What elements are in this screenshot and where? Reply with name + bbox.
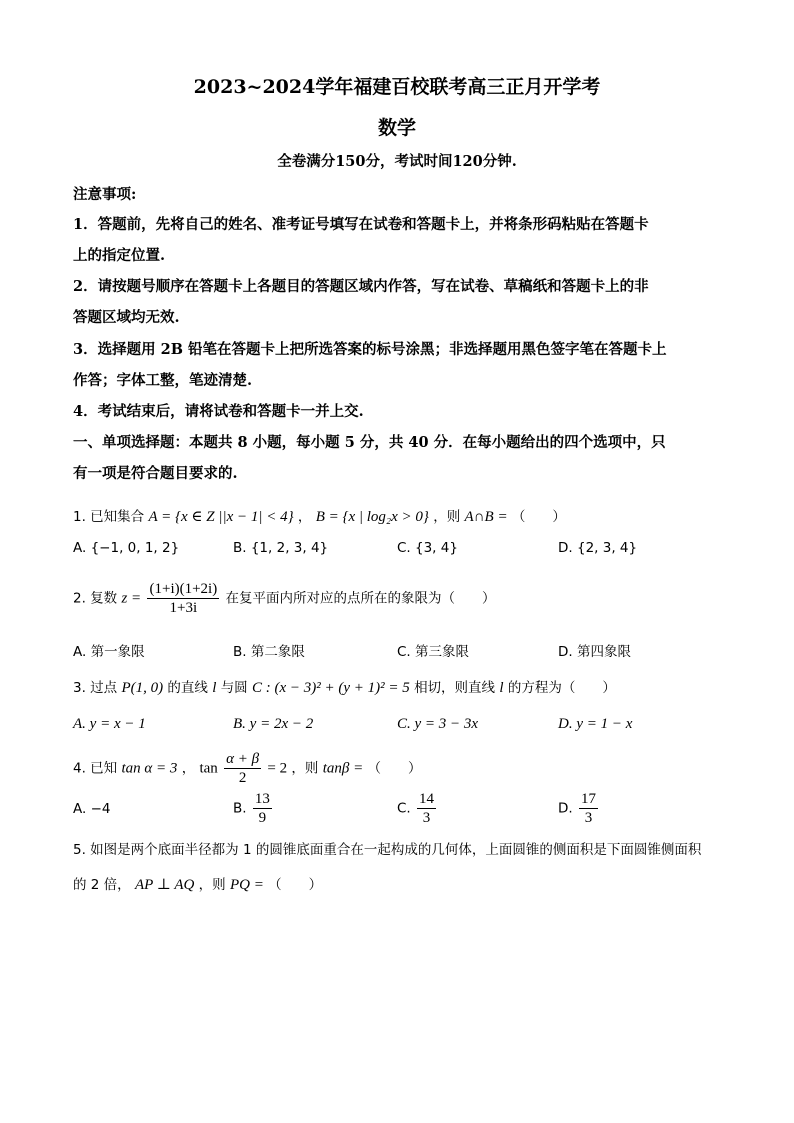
q3-option-c: C. y = 3 − 3x (397, 716, 479, 732)
q4-option-b-label: B. (233, 800, 247, 817)
q1-expression: A∩B = (464, 509, 508, 525)
q4-option-c-label: C. (397, 800, 411, 817)
q4-option-c-den: 3 (422, 810, 431, 826)
q4-denominator: 2 (238, 770, 247, 786)
note-4: 4．考试结束后，请将试卷和答题卡一并上交. (73, 403, 364, 420)
q3-option-b: B. y = 2x − 2 (233, 716, 314, 732)
q2-prefix: 2. 复数 (73, 590, 118, 607)
q4-option-a: A. −4 (73, 801, 111, 817)
q1-set-a: A = {x ∈ Z ||x − 1| < 4} (148, 509, 294, 525)
q3-text-2: 的直线 (167, 680, 208, 696)
q2-option-c: C. 第三象限 (397, 644, 470, 660)
q4-numerator: α + β (226, 751, 260, 767)
q3-text-1: 3. 过点 (73, 680, 118, 696)
q1-option-d: D. {2, 3, 4} (558, 540, 638, 556)
question-5-line-2 (73, 873, 322, 894)
q3-line-symbol-2: l (499, 680, 504, 696)
q1-ask: ，则 (433, 509, 461, 525)
q3-text-5: 的方程为（ ） (507, 680, 616, 696)
q4-text-2: ， (181, 760, 196, 777)
q4-option-d (558, 790, 600, 827)
q4-condition-1: tan α = 3 (121, 760, 178, 777)
q4-option-b-fraction (253, 790, 272, 827)
subject-title: 数学 (377, 117, 416, 139)
q3-option-a: A. y = x − 1 (73, 716, 146, 732)
q4-option-d-den: 3 (584, 810, 593, 826)
q4-option-b-num: 13 (254, 791, 270, 807)
q4-option-c (397, 790, 438, 827)
q4-text-3: ，则 (291, 760, 319, 777)
q2-numerator: (1+i)(1+2i) (149, 581, 218, 597)
note-1-line-1: 1．答题前，先将自己的姓名、准考证号填写在试卷和答题卡上，并将条形码粘贴在答题卡 (73, 216, 649, 233)
question-1 (73, 505, 566, 526)
q4-option-b (233, 790, 274, 827)
question-5-line-1: 5. 如图是两个底面半径都为 1 的圆锥底面重合在一起构成的几何体，上面圆锥的侧面积是下面圆锥侧面积 (73, 842, 702, 858)
q4-option-c-num: 14 (419, 791, 435, 807)
q3-text-3: 与圆 (220, 680, 248, 696)
q1-sep: ， (297, 509, 312, 525)
q2-option-b: B. 第二象限 (233, 644, 305, 660)
q2-suffix: 在复平面内所对应的点所在的象限为（ ） (225, 590, 496, 607)
q4-fraction (224, 750, 261, 787)
q1-option-b: B. {1, 2, 3, 4} (233, 540, 329, 556)
q2-denominator: 1+3i (169, 600, 198, 616)
note-3-line-2: 作答；字体工整，笔迹清楚. (73, 372, 253, 389)
note-2-line-1: 2．请按题号顺序在答题卡上各题目的答题区域内作答，写在试卷、草稿纸和答题卡上的非 (73, 278, 649, 295)
question-4 (73, 750, 422, 787)
q1-blank: （ ） (511, 509, 566, 525)
question-3 (73, 676, 616, 697)
q2-fraction (147, 580, 219, 617)
q4-option-c-fraction (417, 790, 436, 827)
q4-equals: = 2 (267, 760, 288, 777)
q5-text-b: ，则 (198, 877, 226, 893)
q4-option-d-label: D. (558, 800, 573, 817)
note-3-line-1: 3．选择题用 2B 铅笔在答题卡上把所选答案的标号涂黑；非选择题用黑色签字笔在答题卡上 (73, 341, 667, 358)
q5-text-a: 的 2 倍， (73, 877, 131, 893)
question-2 (73, 580, 496, 617)
section-1-line-2: 有一项是符合题目要求的. (73, 465, 238, 482)
q4-text-1: 4. 已知 (73, 760, 118, 777)
section-1-line-1: 一、单项选择题：本题共 8 小题，每小题 5 分，共 40 分．在每小题给出的四个选项中，只 (73, 434, 666, 451)
q3-line-symbol: l (212, 680, 217, 696)
q5-blank: （ ） (268, 877, 323, 893)
note-2-line-2: 答题区域均无效. (73, 309, 180, 326)
q1-option-c: C. {3, 4} (397, 540, 458, 556)
q4-option-d-num: 17 (580, 791, 596, 807)
q3-option-d: D. y = 1 − x (558, 716, 633, 732)
q2-option-d: D. 第四象限 (558, 644, 631, 660)
exam-title: 2023~2024学年福建百校联考高三正月开学考 (193, 76, 601, 98)
q3-point: P(1, 0) (121, 680, 164, 696)
q4-option-d-fraction (579, 790, 598, 827)
q1-prefix: 1. 已知集合 (73, 509, 145, 525)
q2-z: z = (121, 590, 142, 607)
q4-option-b-den: 9 (258, 810, 267, 826)
notes-heading: 注意事项: (73, 186, 137, 203)
note-1-line-2: 上的指定位置. (73, 247, 166, 264)
q5-condition: AP ⊥ AQ (134, 877, 195, 893)
q4-blank: （ ） (367, 760, 422, 777)
exam-info: 全卷满分150分，考试时间120分钟. (277, 153, 517, 170)
q4-tan: tan (199, 760, 218, 777)
q1-option-a: A. {−1, 0, 1, 2} (73, 540, 180, 556)
q5-expression: PQ = (229, 877, 264, 893)
q1-set-b: B = {x | log₂x > 0} (315, 509, 429, 525)
q3-text-4: 相切，则直线 (414, 680, 496, 696)
q3-circle: C : (x − 3)² + (y + 1)² = 5 (251, 680, 410, 696)
q4-target: tanβ = (322, 760, 364, 777)
q2-option-a: A. 第一象限 (73, 644, 145, 660)
